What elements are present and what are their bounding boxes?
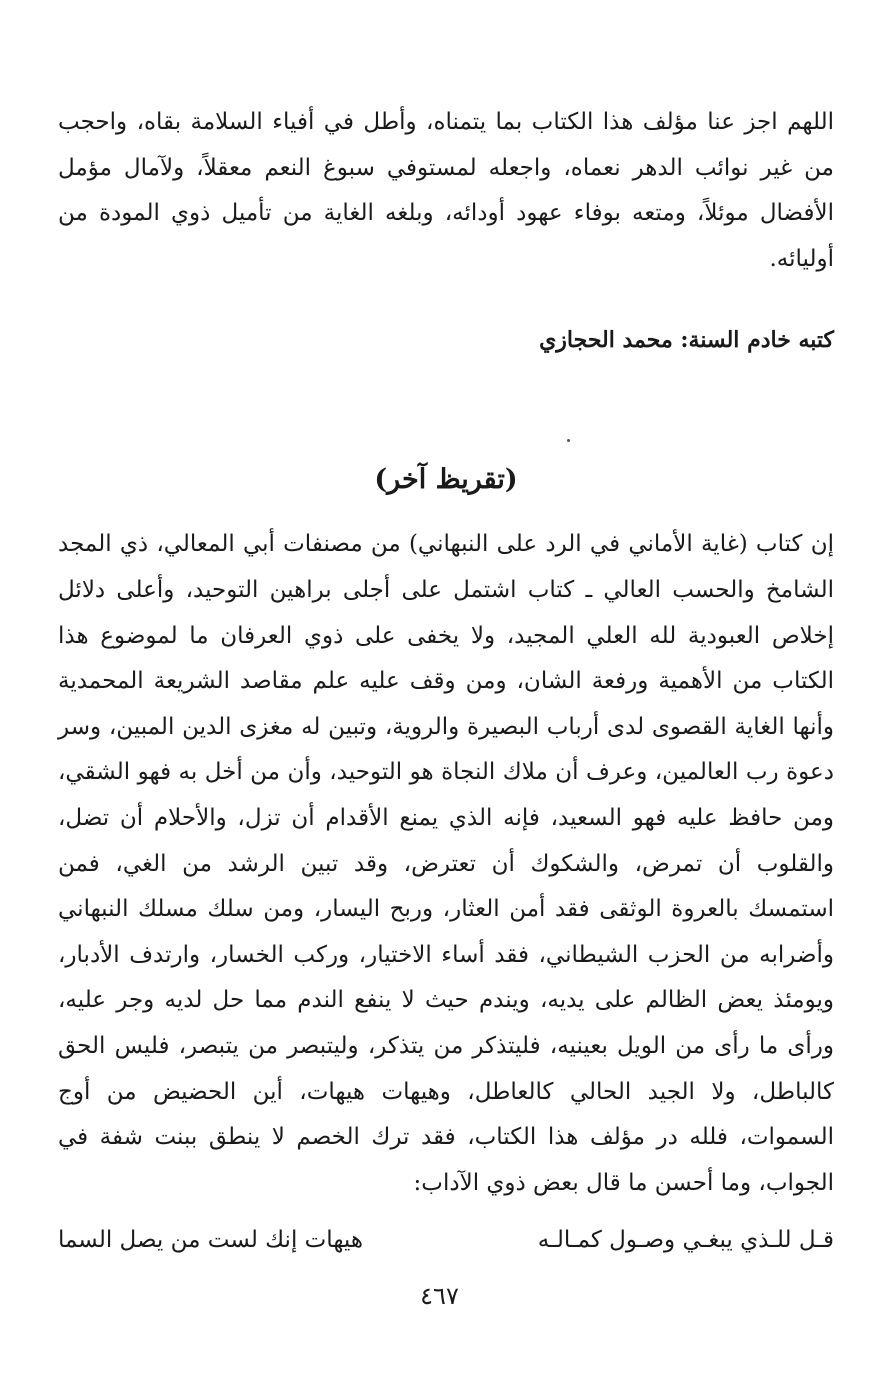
section-heading: (تقريظ آخر) bbox=[374, 464, 518, 496]
poetry-verse bbox=[58, 1218, 834, 1262]
verse-first-hemistich: قـل للـذي يبغـي وصـول كمـالـه bbox=[537, 1227, 834, 1254]
opening-paragraph: اللهم اجز عنا مؤلف هذا الكتاب بما يتمناه، وأطل في أفياء السلامة بقاه، واحجب من غير نوائب الدهر نعماه، واجعله لمستوفي سبوغ النعم معقلاً، ولآمال مؤمل الأفضال موئلاً، ومتعه بوفاء عهود أودائه، وبلغه الغاية من تأميل ذوي المودة من أوليائه. bbox=[58, 109, 834, 272]
page-number: ٤٦٧ bbox=[420, 1282, 459, 1310]
main-paragraph: إن كتاب (غاية الأماني في الرد على النبهاني) من مصنفات أبي المعالي، ذي المجد الشامخ والحسب العالي ـ كتاب اشتمل على أجلى براهين التوحيد، وأعلى دلائل إخلاص العبودية لله العلي المجيد، ولا يخفى على ذوي العرفان ما لموضوع هذا الكتاب من الأهمية ورفعة الشان، ومن وقف عليه علم مقاصد الشريعة المحمدية وأنها الغاية القصوى لدى أرباب البصيرة والروية، وتبين له مغزى الدين المبين، وسر دعوة رب العالمين، وعرف أن ملاك النجاة هو التوحيد، وأن من أخل به فهو الشقي، ومن حافظ عليه فهو السعيد، فإنه الذي يمنع الأقدام أن تزل، والأحلام أن تضل، والقلوب أن تمرض، والشكوك أن تعترض، وقد تبين الرشد من الغي، فمن استمسك بالعروة الوثقى فقد أمن العثار، وربح اليسار، ومن سلك مسلك النبهاني وأضرابه من الحزب الشيطاني، فقد أساء الاختيار، وركب الخسار، وارتدف الأدبار، ويومئذ يعض الظالم على يديه، ويندم حيث لا ينفع الندم مما حل لديه وجر عليه، ورأى ما رأى من الويل بعينيه، فليتذكر من يتذكر، وليتبصر من يتبصر، فليس الحق كالباطل، ولا الجيد الحالي كالعاطل، وهيهات هيهات، أين الحضيض من أوج السموات، فلله در مؤلف هذا الكتاب، فقد ترك الخصم لا ينطق ببنت شفة في الجواب، وما أحسن ما قال بعض ذوي الآداب: bbox=[58, 531, 834, 1196]
page-body bbox=[58, 100, 834, 1262]
verse-second-hemistich: هيهات إنك لست من يصل السما bbox=[58, 1227, 363, 1254]
signature-line: كتبه خادم السنة: محمد الحجازي bbox=[539, 327, 834, 354]
scan-speck bbox=[567, 439, 570, 442]
